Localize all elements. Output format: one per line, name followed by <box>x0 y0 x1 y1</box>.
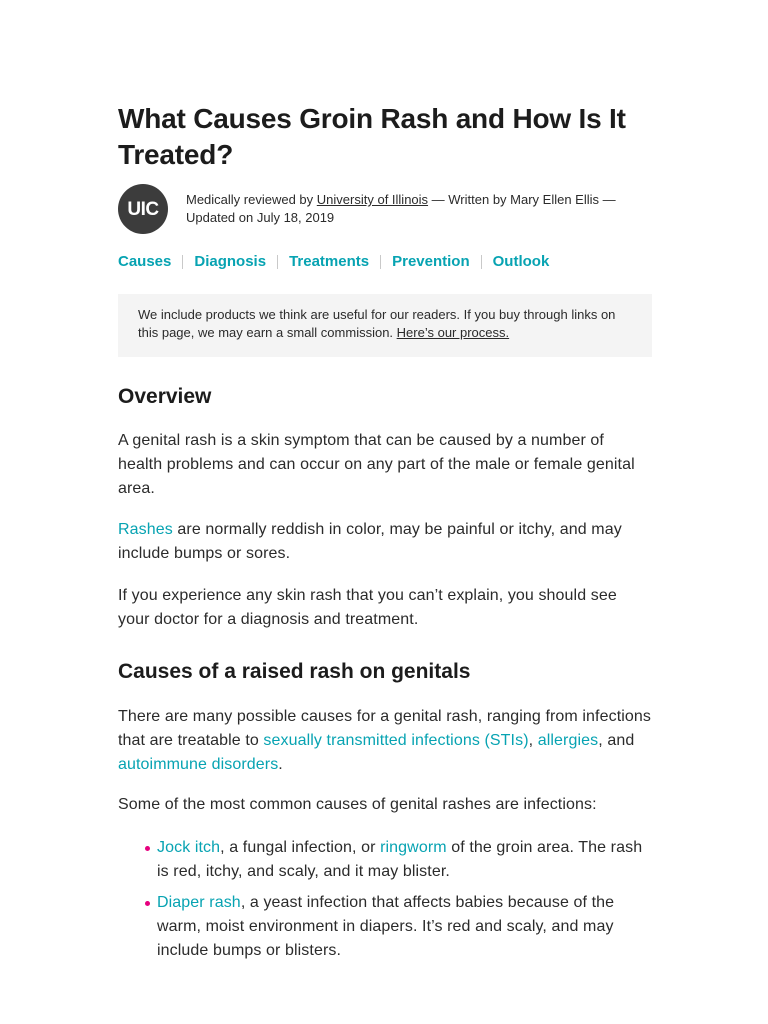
article-title: What Causes Groin Rash and How Is It Treated? <box>118 103 626 170</box>
nav-separator <box>380 255 381 269</box>
jock-itch-link[interactable]: Jock itch <box>157 839 221 856</box>
cause-list-item <box>157 891 652 963</box>
author-text: — Written by Mary Ellen Ellis — <box>428 192 616 207</box>
list-item-text: of the groin area. The rash is red, itchy, and scaly, and it may blister. <box>157 839 643 880</box>
byline-text <box>186 191 616 227</box>
article-content <box>118 101 652 963</box>
nav-link-treatments[interactable]: Treatments <box>289 253 370 270</box>
nav-link-causes[interactable]: Causes <box>118 253 172 270</box>
our-process-link[interactable]: Here’s our process. <box>396 325 510 340</box>
paragraph-text: . <box>278 756 283 773</box>
disclosure-text: We include products we think are useful for our readers. If you buy through links on this page, we may earn a small commission. <box>138 307 616 340</box>
overview-paragraph-3: If you experience any skin rash that you can’t explain, you should see your doctor for a diagnosis and treatment. <box>118 587 617 628</box>
nav-separator <box>481 255 482 269</box>
ringworm-link[interactable]: ringworm <box>380 839 447 856</box>
reviewer-avatar[interactable] <box>118 184 168 234</box>
nav-link-diagnosis[interactable]: Diagnosis <box>194 253 267 270</box>
list-item-text: , a fungal infection, or <box>220 839 381 856</box>
cause-list-item <box>157 836 652 884</box>
reviewed-by-label: Medically reviewed by <box>186 192 317 207</box>
byline <box>118 184 652 234</box>
bullet-icon <box>145 901 150 906</box>
nav-link-prevention[interactable]: Prevention <box>392 253 470 270</box>
overview-heading: Overview <box>118 385 212 408</box>
allergies-link[interactable]: allergies <box>537 732 599 749</box>
causes-paragraph-1 <box>118 705 652 777</box>
affiliate-disclosure <box>118 294 652 357</box>
nav-link-outlook[interactable]: Outlook <box>492 253 550 270</box>
bullet-icon <box>145 846 150 851</box>
paragraph-text: , <box>528 732 538 749</box>
updated-date: Updated on July 18, 2019 <box>186 210 335 225</box>
list-item-text: , a yeast infection that affects babies because of the warm, moist environment in diapers. It’s red and scaly, and may include bumps or blisters. <box>157 894 615 959</box>
rashes-link[interactable]: Rashes <box>118 521 173 538</box>
diaper-rash-link[interactable]: Diaper rash <box>157 894 241 911</box>
reviewer-link[interactable]: University of Illinois <box>316 192 429 207</box>
overview-paragraph-2 <box>118 518 652 566</box>
nav-separator <box>277 255 278 269</box>
overview-paragraph-1: A genital rash is a skin symptom that can be caused by a number of health problems and can occur on any part of the male or female genital area. <box>118 432 635 497</box>
avatar-logo-text: UIC <box>127 198 159 220</box>
autoimmune-disorders-link[interactable]: autoimmune disorders <box>118 756 279 773</box>
section-nav <box>118 252 652 272</box>
causes-heading: Causes of a raised rash on genitals <box>118 660 471 683</box>
byline-credits <box>186 191 616 209</box>
paragraph-text: There are many possible causes for a genital rash, ranging from infections that are treatable to <box>118 708 652 749</box>
causes-paragraph-2: Some of the most common causes of genital rashes are infections: <box>118 796 597 813</box>
causes-list <box>118 836 652 963</box>
paragraph-text: , and <box>598 732 635 749</box>
stis-link[interactable]: sexually transmitted infections (STIs) <box>263 732 529 749</box>
paragraph-text: are normally reddish in color, may be painful or itchy, and may include bumps or sores. <box>118 521 622 562</box>
nav-separator <box>182 255 183 269</box>
